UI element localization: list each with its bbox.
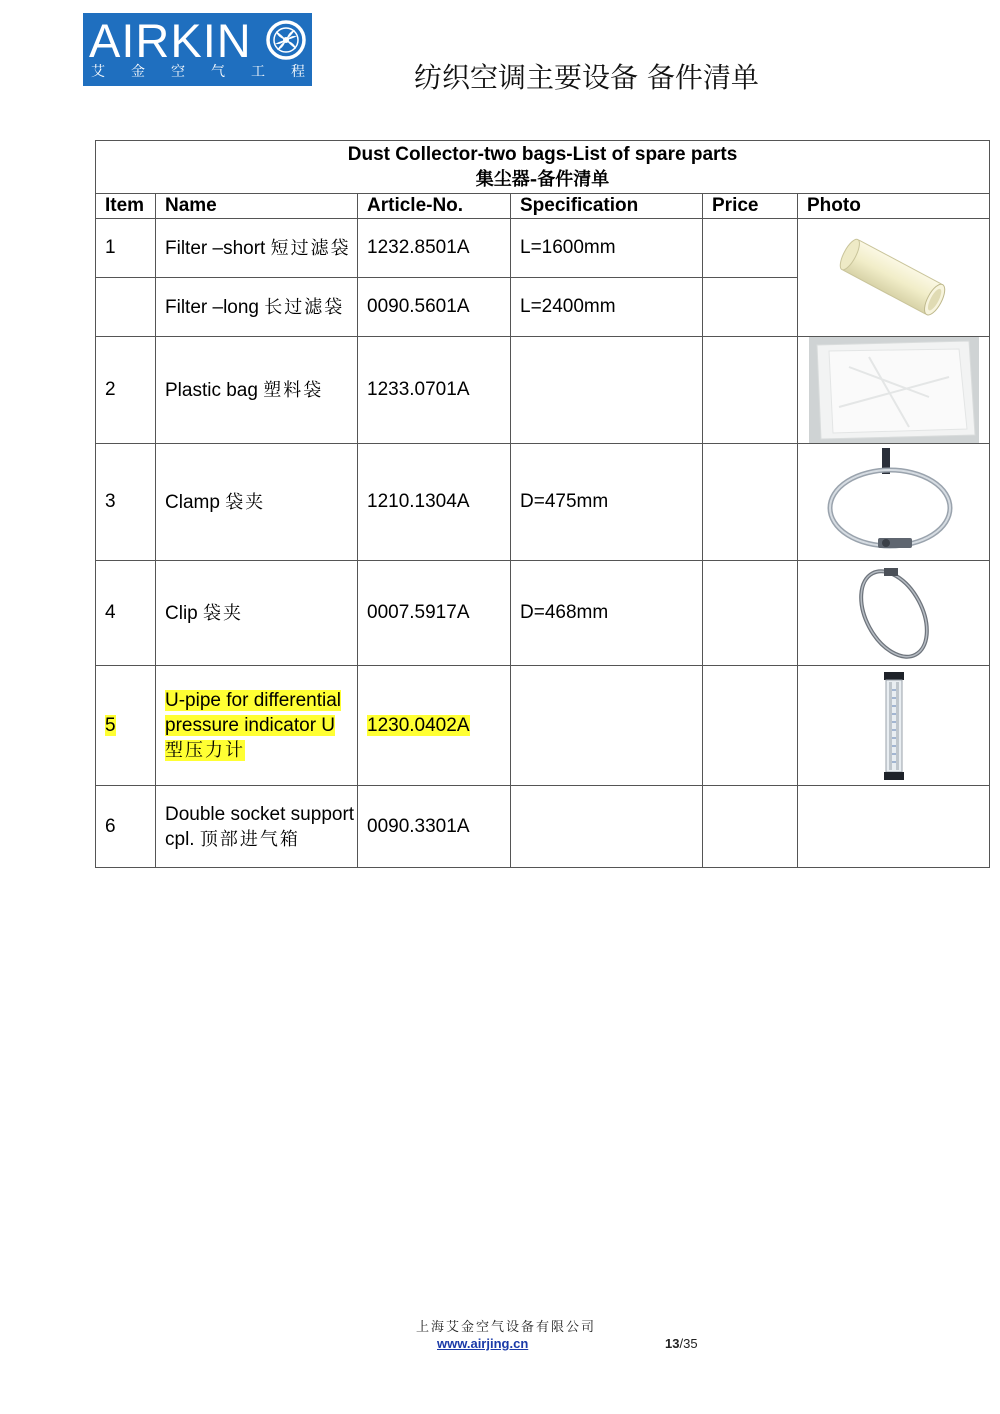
spec-cell: D=468mm bbox=[511, 561, 703, 666]
footer-website-link[interactable]: www.airjing.cn bbox=[437, 1336, 529, 1351]
name-zh: 顶部进气箱 bbox=[199, 828, 300, 850]
filter-tube-photo bbox=[834, 223, 954, 333]
spec-cell: D=475mm bbox=[511, 444, 703, 561]
article-cell: 1233.0701A bbox=[358, 337, 511, 444]
photo-cell bbox=[798, 561, 990, 666]
name-en: Filter –long bbox=[165, 296, 259, 318]
footer-company-name: 上海艾金空气设备有限公司 bbox=[416, 1320, 597, 1335]
table-row bbox=[96, 219, 990, 278]
column-header-name: Name bbox=[156, 194, 358, 219]
name-zh: 袋夹 bbox=[225, 491, 266, 513]
price-cell bbox=[703, 337, 798, 444]
name-en: U-pipe for differential pressure indicator U bbox=[165, 690, 342, 736]
name-zh: 型压力计 bbox=[165, 740, 245, 761]
name-zh: 袋夹 bbox=[203, 602, 244, 624]
logo-subtitle: 艾 金 空 气 工 程 bbox=[91, 64, 305, 80]
name-cell bbox=[156, 786, 358, 868]
logo-wordmark: AIRKIN bbox=[89, 14, 252, 67]
name-zh: 塑料袋 bbox=[263, 379, 324, 401]
table-caption-row bbox=[96, 141, 990, 194]
spec-cell bbox=[511, 786, 703, 868]
name-cell bbox=[156, 337, 358, 444]
clamp-photo bbox=[824, 446, 964, 558]
photo-cell bbox=[798, 337, 990, 444]
page-title: 纺织空调主要设备 备件清单 bbox=[414, 61, 759, 94]
spec-cell: L=1600mm bbox=[511, 219, 703, 278]
column-header-price: Price bbox=[703, 194, 798, 219]
photo-cell bbox=[798, 666, 990, 786]
table-caption-zh: 集尘器-备件清单 bbox=[475, 169, 610, 190]
item-cell: 2 bbox=[96, 337, 156, 444]
name-en: Clamp bbox=[165, 491, 220, 513]
photo-cell bbox=[798, 219, 990, 337]
fan-logo-icon bbox=[265, 19, 307, 61]
article-cell: 1210.1304A bbox=[358, 444, 511, 561]
table-row bbox=[96, 561, 990, 666]
u-pipe-photo bbox=[879, 670, 909, 782]
column-header-specification: Specification bbox=[511, 194, 703, 219]
spec-cell bbox=[511, 666, 703, 786]
spare-parts-table bbox=[95, 140, 990, 868]
item-cell bbox=[96, 666, 156, 786]
column-header-item: Item bbox=[96, 194, 156, 219]
name-en: Plastic bag bbox=[165, 379, 258, 401]
name-zh: 长过滤袋 bbox=[264, 296, 345, 318]
item-cell: 6 bbox=[96, 786, 156, 868]
company-logo bbox=[83, 13, 312, 86]
price-cell bbox=[703, 278, 798, 337]
article-number-highlighted: 1230.0402A bbox=[367, 714, 470, 736]
name-en: Clip bbox=[165, 602, 198, 624]
name-cell bbox=[156, 666, 358, 786]
price-cell bbox=[703, 444, 798, 561]
table-row bbox=[96, 786, 990, 868]
item-cell: 3 bbox=[96, 444, 156, 561]
table-row bbox=[96, 444, 990, 561]
item-cell: 1 bbox=[96, 219, 156, 278]
item-cell bbox=[96, 278, 156, 337]
article-cell: 0090.5601A bbox=[358, 278, 511, 337]
photo-cell bbox=[798, 786, 990, 868]
photo-cell bbox=[798, 444, 990, 561]
price-cell bbox=[703, 219, 798, 278]
name-cell bbox=[156, 444, 358, 561]
spec-cell bbox=[511, 337, 703, 444]
page-number: 13/35 bbox=[665, 1336, 698, 1351]
name-en: Filter –short bbox=[165, 237, 266, 259]
article-cell: 0007.5917A bbox=[358, 561, 511, 666]
plastic-bag-photo bbox=[809, 337, 979, 443]
page-total: 35 bbox=[683, 1336, 698, 1351]
table-caption-en: Dust Collector-two bags-List of spare parts bbox=[347, 144, 738, 165]
column-header-article-no: Article-No. bbox=[358, 194, 511, 219]
table-header-row bbox=[96, 194, 990, 219]
price-cell bbox=[703, 666, 798, 786]
article-cell: 0090.3301A bbox=[358, 786, 511, 868]
name-en: Double socket support cpl. bbox=[165, 803, 355, 850]
table-caption bbox=[96, 141, 990, 194]
name-cell bbox=[156, 219, 358, 278]
spec-cell: L=2400mm bbox=[511, 278, 703, 337]
article-cell bbox=[358, 666, 511, 786]
item-cell: 4 bbox=[96, 561, 156, 666]
price-cell bbox=[703, 561, 798, 666]
column-header-photo: Photo bbox=[798, 194, 990, 219]
article-cell: 1232.8501A bbox=[358, 219, 511, 278]
clip-photo bbox=[844, 562, 944, 664]
page-current: 13 bbox=[665, 1336, 680, 1351]
name-cell bbox=[156, 561, 358, 666]
price-cell bbox=[703, 786, 798, 868]
table-row bbox=[96, 337, 990, 444]
table-row bbox=[96, 666, 990, 786]
name-zh: 短过滤袋 bbox=[270, 237, 351, 259]
name-cell bbox=[156, 278, 358, 337]
item-number-highlighted: 5 bbox=[105, 714, 116, 736]
